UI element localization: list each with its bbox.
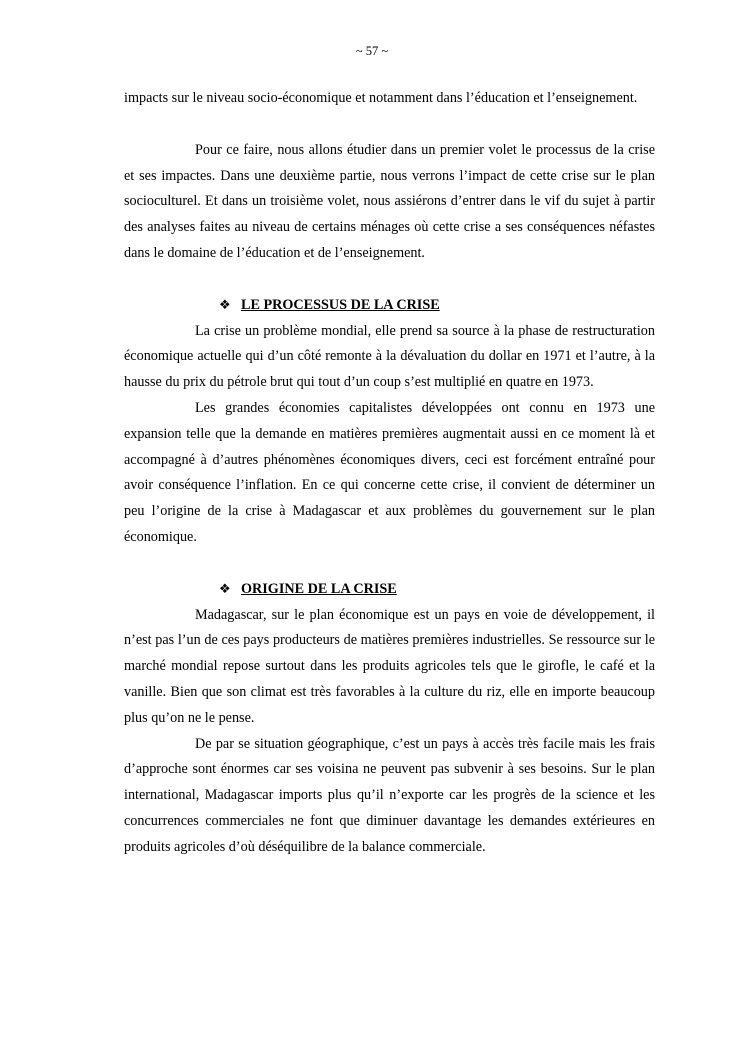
paragraph-spacer	[124, 267, 655, 293]
paragraph-origine-2: De par se situation géographique, c’est un pays à accès très facile mais les frais d’approche sont énormes car ses voisina ne peuvent pas subvenir à ses besoins. Sur le plan international, Madagascar imports plus qu’il n’exporte car les progrès de la science et les concurrences commerciales ne font que diminuer davantage les demandes extérieures en produits agricoles d’où déséquilibre de la balance commerciale.	[124, 735, 655, 855]
section-heading-processus	[124, 293, 655, 319]
paragraph-processus-1: La crise un problème mondial, elle prend sa source à la phase de restructuration économique actuelle qui d’un côté remonte à la dévaluation du dollar en 1971 et l’autre, à la hausse du prix du pétrole brut qui tout d’un coup s’est multiplié en quatre en 1973.	[124, 322, 655, 391]
section-title: ORIGINE DE LA CRISE	[241, 580, 397, 597]
paragraph-origine-1: Madagascar, sur le plan économique est un pays en voie de développement, il n’est pas l’un de ces pays producteurs de matières premières industrielles. Se ressource sur le marché mondial repose surtout dans les produits agricoles tels que le girofle, le café et la vanille. Bien que son climat est très favorables à la culture du riz, elle en importe beaucoup plus qu’on ne le pense.	[124, 606, 655, 726]
paragraph-spacer	[124, 112, 655, 138]
document-body	[124, 86, 655, 861]
diamond-bullet-icon: ❖	[219, 581, 231, 597]
page-number: ~ 57 ~	[355, 44, 389, 58]
paragraph-intro-continued: impacts sur le niveau socio-économique et notamment dans l’éducation et l’enseignement.	[124, 90, 638, 106]
section-heading-origine	[124, 577, 655, 603]
paragraph-plan: Pour ce faire, nous allons étudier dans un premier volet le processus de la crise et ses impactes. Dans une deuxième partie, nous verrons l’impact de cette crise sur le plan socioculturel. Et dans un troisième volet, nous assiérons d’entrer dans le vif du sujet à partir des analyses faites au niveau de certains ménages où cette crise a ses conséquences néfastes dans le domaine de l’éducation et de l’enseignement.	[124, 141, 655, 261]
paragraph-spacer	[124, 551, 655, 577]
paragraph-processus-2: Les grandes économies capitalistes développées ont connu en 1973 une expansion telle que la demande en matières premières augmentait aussi en ce moment là et accompagné à d’autres phénomènes économiques divers, ceci est forcément entraîné pour avoir conséquence l’inflation. En ce qui concerne cette crise, il convient de déterminer un peu l’origine de la crise à Madagascar et aux problèmes du gouvernement sur le plan économique.	[124, 399, 655, 545]
section-title: LE PROCESSUS DE LA CRISE	[241, 296, 440, 313]
diamond-bullet-icon: ❖	[219, 297, 231, 313]
